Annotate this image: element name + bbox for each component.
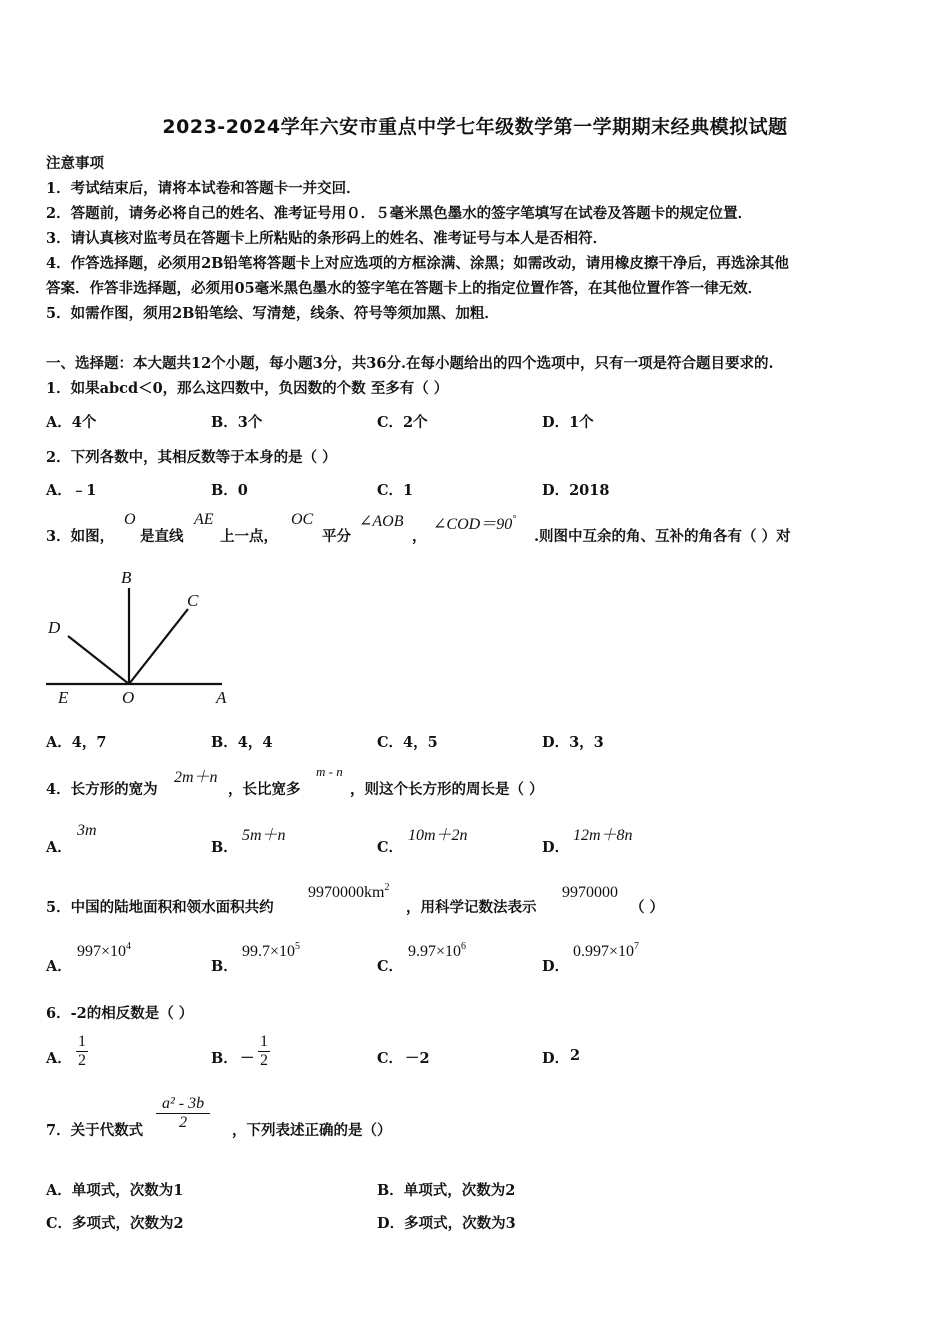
q3-math-o: O bbox=[124, 511, 136, 528]
q5-value-d: $0.997\times 10^7$ bbox=[573, 941, 640, 960]
q7-text-1: 7．关于代数式 bbox=[46, 1122, 144, 1139]
q4-math-width: 2m＋n bbox=[174, 769, 218, 786]
q4-text-2: ，长比宽多 bbox=[228, 781, 301, 798]
q5-text-1: 5．中国的陆地面积和领水面积共约 bbox=[46, 899, 274, 916]
question-6-stem: 6．-2的相反数是（ ） bbox=[46, 1005, 194, 1022]
q3-text-2: 是直线 bbox=[140, 528, 184, 545]
q3-math-aob: ∠AOB bbox=[359, 513, 404, 530]
q5-label-a: A． bbox=[46, 958, 72, 975]
q7-text-2: ，下列表述正确的是（） bbox=[232, 1122, 392, 1139]
question-1-stem: 1．如果abcd＜0，那么这四数中，负因数的个数 至多有（ ） bbox=[46, 380, 449, 397]
notice-item: 3．请认真核对监考员在答题卡上所粘贴的条形码上的姓名、准考证号与本人是否相符． bbox=[46, 230, 608, 247]
question-2-stem: 2．下列各数中，其相反数等于本身的是（ ） bbox=[46, 449, 337, 466]
q6-label-b: B． bbox=[211, 1050, 238, 1067]
page-title: 2023-2024学年六安市重点中学七年级数学第一学期期末经典模拟试题 bbox=[162, 116, 788, 138]
q6-value-b-sign: － bbox=[240, 1050, 255, 1067]
q7-option-c: C．多项式，次数为2 bbox=[46, 1215, 184, 1232]
q5-label-b: B． bbox=[211, 958, 238, 975]
q6-label-a: A． bbox=[46, 1050, 72, 1067]
q2-option-b: B．0 bbox=[211, 482, 248, 499]
ray-oc bbox=[129, 609, 188, 684]
q4-label-d: D． bbox=[542, 839, 570, 856]
q1-option-d: D．1个 bbox=[542, 414, 594, 431]
q6-value-c: －2 bbox=[405, 1050, 430, 1067]
notice-item: 2．答题前，请务必将自己的姓名、准考证号用０．５毫米黑色墨水的签字笔填写在试卷及答题卡的规定位置． bbox=[46, 205, 753, 222]
q4-label-a: A． bbox=[46, 839, 72, 856]
ray-od bbox=[68, 636, 129, 684]
q1-option-b: B．3个 bbox=[211, 414, 263, 431]
notice-item: 1．考试结束后，请将本试卷和答题卡一并交回． bbox=[46, 180, 361, 197]
q7-option-b: B．单项式，次数为2 bbox=[377, 1182, 516, 1199]
q3-text-3: 上一点， bbox=[220, 528, 278, 545]
q5-math-area: $9970000km^2$ bbox=[308, 882, 390, 901]
q4-value-d: 12m＋8n bbox=[573, 827, 633, 844]
q5-value-b: $99.7\times 10^5$ bbox=[242, 941, 301, 960]
q5-text-3: （ ） bbox=[630, 899, 665, 916]
q2-option-d: D．2018 bbox=[542, 482, 610, 499]
q7-option-a: A．单项式，次数为1 bbox=[46, 1182, 184, 1199]
q3-text-4: 平分 bbox=[322, 528, 351, 545]
q6-label-d: D． bbox=[542, 1050, 570, 1067]
q3-math-cod: ∠COD＝90° bbox=[433, 514, 517, 533]
q6-value-b: $\frac{1}{2}$ bbox=[260, 1033, 268, 1069]
q4-label-c: C． bbox=[377, 839, 404, 856]
q1-option-a: A．4个 bbox=[46, 414, 97, 431]
q5-math-number: 9970000 bbox=[562, 884, 618, 901]
q3-text-6: .则图中互余的角、互补的角各有（ ）对 bbox=[534, 528, 791, 545]
q6-label-c: C． bbox=[377, 1050, 404, 1067]
notice-item: 5．如需作图，须用2B铅笔绘、写清楚，线条、符号等须加黑、加粗． bbox=[46, 305, 499, 322]
notice-heading: 注意事项 bbox=[46, 155, 104, 172]
q2-option-c: C．1 bbox=[377, 482, 414, 499]
label-e: E bbox=[58, 688, 69, 707]
notice-item: 答案．作答非选择题，必须用05毫米黑色墨水的签字笔在答题卡上的指定位置作答，在其他位置作答一律无效． bbox=[46, 280, 763, 297]
label-d: D bbox=[48, 618, 61, 637]
q3-option-c: C．4，5 bbox=[377, 734, 438, 751]
q1-option-c: C．2个 bbox=[377, 414, 428, 431]
q6-value-d: 2 bbox=[570, 1047, 581, 1064]
angle-figure bbox=[40, 562, 250, 712]
q7-option-d: D．多项式，次数为3 bbox=[377, 1215, 516, 1232]
q3-math-ae: AE bbox=[194, 511, 214, 528]
q3-text-5: ， bbox=[412, 528, 427, 545]
q4-label-b: B． bbox=[211, 839, 238, 856]
q4-math-diff: m - n bbox=[316, 764, 343, 779]
q5-label-d: D． bbox=[542, 958, 570, 975]
q4-value-c: 10m＋2n bbox=[408, 827, 468, 844]
q3-option-a: A．4，7 bbox=[46, 734, 107, 751]
q3-text-1: 3．如图， bbox=[46, 528, 115, 545]
label-b: B bbox=[121, 568, 132, 587]
label-a: A bbox=[216, 688, 227, 707]
q4-text-3: ，则这个长方形的周长是（ ） bbox=[350, 781, 544, 798]
q3-option-b: B．4，4 bbox=[211, 734, 273, 751]
label-c: C bbox=[187, 591, 199, 610]
section-heading: 一、选择题：本大题共12个小题，每小题3分，共36分.在每小题给出的四个选项中，只有一项是符合题目要求的. bbox=[46, 355, 774, 372]
q7-fraction: $\frac{\text{a² - 3b}}{2}$ bbox=[156, 1095, 210, 1132]
q5-text-2: ，用科学记数法表示 bbox=[406, 899, 537, 916]
q2-option-a: A．﹣1 bbox=[46, 482, 97, 499]
q4-value-b: 5m＋n bbox=[242, 827, 286, 844]
q3-option-d: D．3，3 bbox=[542, 734, 604, 751]
q5-value-c: $9.97\times 10^6$ bbox=[408, 941, 467, 960]
notice-item: 4．作答选择题，必须用2B铅笔将答题卡上对应选项的方框涂满、涂黑；如需改动，请用橡皮擦干净后，再选涂其他 bbox=[46, 255, 789, 272]
q6-value-a: $\frac{1}{2}$ bbox=[78, 1033, 86, 1069]
q4-value-a: 3m bbox=[77, 822, 97, 839]
q3-math-oc: OC bbox=[291, 511, 314, 528]
label-o: O bbox=[122, 688, 135, 707]
q5-value-a: $997\times 10^4$ bbox=[77, 941, 132, 960]
q4-text-1: 4．长方形的宽为 bbox=[46, 781, 158, 798]
q5-label-c: C． bbox=[377, 958, 404, 975]
